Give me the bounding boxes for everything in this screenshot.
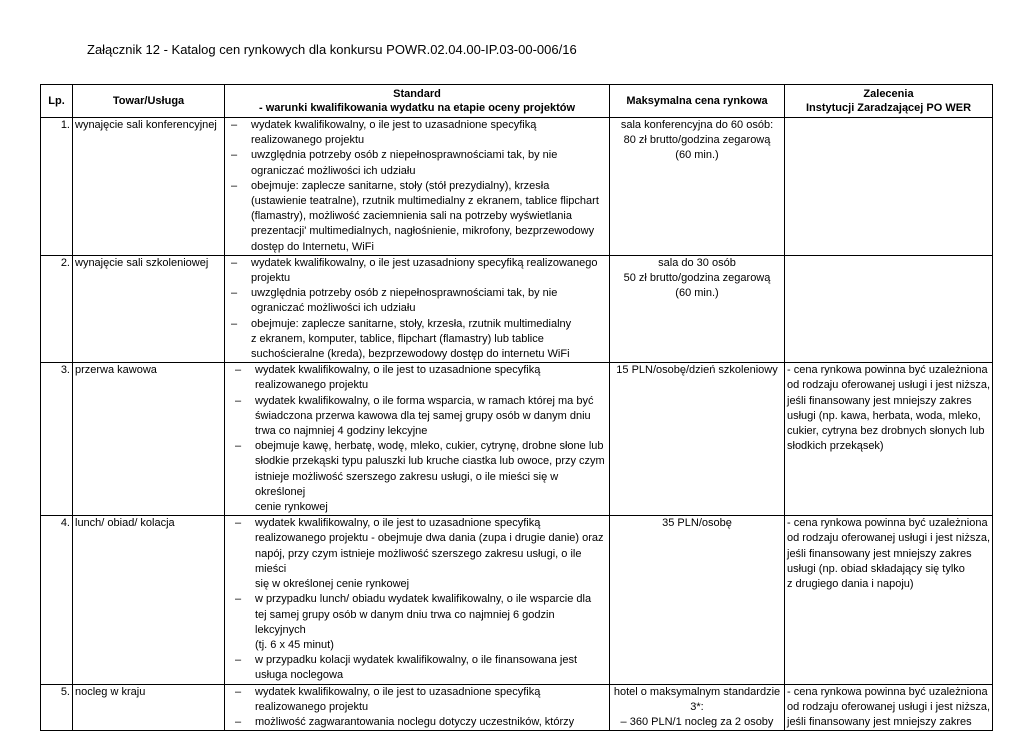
standard-bullet <box>227 363 607 393</box>
recommendation-line: cukier, cytryna bez drobnych słonych lub <box>787 425 985 438</box>
standard-bullet <box>227 286 607 316</box>
header-standard-line1: Standard <box>393 88 441 100</box>
row-item-name: lunch/ obiad/ kolacja <box>73 516 225 684</box>
standard-line: projektu <box>251 272 291 285</box>
recommendation-line: usługi (np. kawa, herbata, woda, mleko, <box>787 409 981 422</box>
standard-line: realizowanego projektu - obejmuje dwa dania (zupa i drugie danie) oraz <box>255 532 604 545</box>
standard-line: słodkie przekąski typu paluszki lub kruche ciastka lub owoce, przy czym <box>255 455 605 468</box>
standard-line: ograniczać możliwości ich udziału <box>251 302 416 315</box>
standard-line: prezentacji' multimedialnych, nagłośnienie, mikrofony, bezprzewodowy <box>251 225 595 238</box>
price-line: (60 min.) <box>675 287 719 300</box>
standard-line: – uwzględnia potrzeby osób z niepełnosprawnościami tak, by nie <box>251 149 558 162</box>
row-item-name: nocleg w kraju <box>73 684 225 731</box>
standard-bullet <box>227 394 607 440</box>
price-line: – 360 PLN/1 nocleg za 2 osoby <box>620 715 774 728</box>
recommendation-line: od rodzaju oferowanej usługi i jest niższa, <box>787 700 991 713</box>
standard-line: z ekranem, komputer, tablice, flipchart (flamastry) lub tablice <box>251 332 544 345</box>
standard-line: – możliwość zagwarantowania noclegu dotyczy uczestników, którzy <box>255 715 575 728</box>
standard-line: się w określonej cenie rynkowej <box>255 578 410 591</box>
standard-line: (tj. 6 x 45 minut) <box>255 638 334 651</box>
standard-bullet <box>227 148 607 178</box>
table-row <box>41 363 993 516</box>
table-header-row <box>41 85 993 118</box>
recommendation-line: - cena rynkowa powinna być uzależniona <box>787 685 988 698</box>
row-max-price <box>610 363 785 516</box>
table-row <box>41 255 993 362</box>
header-rec-line2: Instytucji Zaradzającej PO WER <box>805 102 972 114</box>
standard-line: tej samej grupy osób w danym dniu trwa co najmniej 6 godzin lekcyjnych <box>255 608 555 636</box>
standard-line: realizowanego projektu <box>255 700 369 713</box>
standard-bullet <box>227 516 607 592</box>
standard-line: – wydatek kwalifikowalny, o ile jest to uzasadnione specyfiką <box>255 517 541 530</box>
row-max-price <box>610 255 785 362</box>
standard-bullet <box>227 653 607 683</box>
table-body <box>41 118 993 731</box>
row-number: 3. <box>41 363 73 516</box>
price-line: 35 PLN/osobę <box>662 517 732 530</box>
recommendation-line: słodkich przekąsek) <box>787 440 884 453</box>
header-standard-line2: - warunki kwalifikowania wydatku na etapie oceny projektów <box>258 102 576 114</box>
standard-line: – wydatek kwalifikowalny, o ile forma wsparcia, w ramach której ma być <box>255 394 594 407</box>
recommendation-line: jeśli finansowany jest mniejszy zakres <box>787 715 972 728</box>
standard-bullet-list <box>227 685 607 731</box>
standard-bullet <box>227 179 607 255</box>
standard-bullet-list <box>227 118 607 255</box>
standard-bullet <box>227 685 607 715</box>
row-standard <box>225 118 610 256</box>
row-recommendation <box>785 363 993 516</box>
price-catalog-table <box>40 84 993 731</box>
header-price: Maksymalna cena rynkowa <box>610 85 785 118</box>
standard-line: (flamastry), możliwość zaciemnienia sali na potrzeby wyświetlania <box>251 210 572 223</box>
standard-line: realizowanego projektu <box>251 134 365 147</box>
header-recommendation <box>785 85 993 118</box>
standard-bullet <box>227 715 607 730</box>
standard-bullet <box>227 118 607 148</box>
row-number: 1. <box>41 118 73 256</box>
price-line: sala do 30 osób <box>658 256 736 269</box>
row-number: 5. <box>41 684 73 731</box>
price-line: sala konferencyjna do 60 osób: <box>620 119 774 131</box>
header-lp: Lp. <box>41 85 73 118</box>
standard-line: – wydatek kwalifikowalny, o ile jest to uzasadnione specyfiką <box>251 119 537 131</box>
table-row <box>41 516 993 684</box>
price-line: 15 PLN/osobę/dzień szkoleniowy <box>616 364 778 377</box>
standard-line: usługa noclegowa <box>255 669 344 682</box>
row-number: 4. <box>41 516 73 684</box>
document-title: Załącznik 12 - Katalog cen rynkowych dla konkursu POWR.02.04.00-IP.03-00-006/16 <box>87 42 577 57</box>
row-max-price <box>610 516 785 684</box>
standard-line: trwa co najmniej 4 godziny lekcyjne <box>255 425 428 438</box>
recommendation-line: jeśli finansowany jest mniejszy zakres <box>787 547 972 560</box>
price-line: hotel o maksymalnym standardzie <box>613 685 781 698</box>
standard-bullet <box>227 317 607 363</box>
standard-line: – uwzględnia potrzeby osób z niepełnosprawnościami tak, by nie <box>251 287 558 300</box>
standard-bullet-list <box>227 256 607 362</box>
standard-line: – wydatek kwalifikowalny, o ile jest uzasadniony specyfiką realizowanego <box>251 256 598 269</box>
standard-bullet <box>227 439 607 515</box>
standard-line: – w przypadku kolacji wydatek kwalifikowalny, o ile finansowana jest <box>255 654 578 667</box>
recommendation-line: usługi (np. obiad składający się tylko <box>787 562 965 575</box>
standard-line: – wydatek kwalifikowalny, o ile jest to uzasadnione specyfiką <box>255 364 541 377</box>
standard-line: cenie rynkowej <box>255 501 328 514</box>
standard-bullet-list <box>227 516 607 683</box>
standard-bullet-list <box>227 363 607 515</box>
standard-line: istnieje możliwość szerszego zakresu usługi, o ile mieści się w określonej <box>255 470 559 498</box>
standard-line: napój, przy czym istnieje możliwość szerszego zakresu usługi, o ile mieści <box>255 547 582 575</box>
row-item-name: wynajęcie sali szkoleniowej <box>73 255 225 362</box>
standard-line: – obejmuje: zaplecze sanitarne, stoły, krzesła, rzutnik multimedialny <box>251 317 572 330</box>
row-recommendation <box>785 118 993 256</box>
row-standard <box>225 516 610 684</box>
recommendation-line: - cena rynkowa powinna być uzależniona <box>787 517 988 530</box>
standard-line: suchościeralne (kreda), bezprzewodowy dostęp do internetu WiFi <box>251 348 570 361</box>
row-recommendation <box>785 516 993 684</box>
row-recommendation <box>785 255 993 362</box>
standard-line: – w przypadku lunch/ obiadu wydatek kwalifikowalny, o ile wsparcie dla <box>255 593 592 606</box>
price-line: (60 min.) <box>675 149 719 162</box>
standard-line: – wydatek kwalifikowalny, o ile jest to uzasadnione specyfiką <box>255 685 541 698</box>
price-line: 50 zł brutto/godzina zegarową <box>623 272 771 285</box>
standard-line: (ustawienie teatralne), rzutnik multimedialny z ekranem, tablice flipchart <box>251 195 599 208</box>
price-line: 80 zł brutto/godzina zegarową <box>623 134 771 147</box>
recommendation-line: - cena rynkowa powinna być uzależniona <box>787 364 988 377</box>
row-standard <box>225 255 610 362</box>
price-line: 3*: <box>690 700 704 713</box>
row-item-name: wynajęcie sali konferencyjnej <box>73 118 225 256</box>
standard-line: realizowanego projektu <box>255 379 369 392</box>
row-standard <box>225 363 610 516</box>
recommendation-line: od rodzaju oferowanej usługi i jest niższa, <box>787 532 991 545</box>
header-rec-line1: Zalecenia <box>863 88 914 100</box>
recommendation-line: z drugiego dania i napoju) <box>787 578 914 591</box>
recommendation-line: od rodzaju oferowanej usługi i jest niższa, <box>787 379 991 392</box>
row-number: 2. <box>41 255 73 362</box>
standard-line: dostęp do Internetu, WiFi <box>251 240 374 253</box>
standard-line: świadczona przerwa kawowa dla tej samej grupy osób w danym dniu <box>255 409 591 422</box>
standard-line: – obejmuje kawę, herbatę, wodę, mleko, cukier, cytrynę, drobne słone lub <box>255 440 604 453</box>
standard-line: ograniczać możliwości ich udziału <box>251 164 416 177</box>
header-item: Towar/Usługa <box>73 85 225 118</box>
standard-bullet <box>227 592 607 653</box>
header-standard <box>225 85 610 118</box>
standard-bullet <box>227 256 607 286</box>
standard-line: – obejmuje: zaplecze sanitarne, stoły (stół prezydialny), krzesła <box>251 179 550 192</box>
table-row <box>41 118 993 256</box>
recommendation-line: jeśli finansowany jest mniejszy zakres <box>787 394 972 407</box>
row-item-name: przerwa kawowa <box>73 363 225 516</box>
row-max-price <box>610 118 785 256</box>
